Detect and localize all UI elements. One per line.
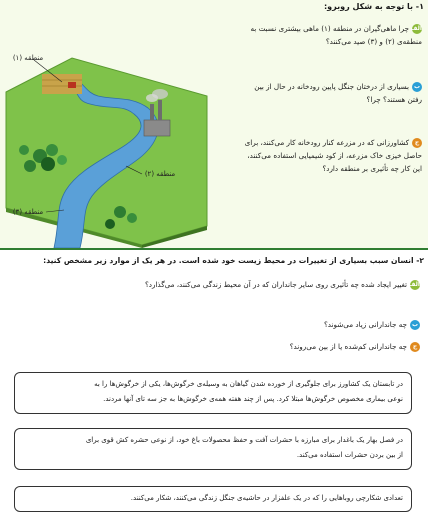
question-badge: الف [410, 25, 422, 32]
question-badge: ب [411, 321, 419, 328]
question-1-alef [222, 22, 422, 48]
section-1 [0, 0, 428, 250]
scenario-line: از بین بردن حشرات استفاده می‌کند. [296, 451, 403, 459]
question-text: چه جاندارانی زیاد می‌شوند؟ [323, 320, 407, 329]
question-line: این کار چه تأثیری بر منطقه دارد؟ [322, 164, 422, 173]
tractor-icon [68, 82, 76, 88]
question-text: تغییر ایجاد شده چه تأثیری روی سایر جانداران که در آن محیط زندگی می‌کنند، می‌گذارد؟ [144, 280, 407, 289]
question-line: کشاورزانی که در مزرعه کنار رودخانه کار می‌کنند، برای [244, 138, 409, 147]
question-line: رفتن هستند؟ چرا؟ [366, 95, 422, 104]
scenario-box [14, 372, 412, 414]
region-3-label: منطقه (۳) [12, 208, 44, 216]
question-badge: ج [410, 342, 420, 352]
question-line: حاصل خیزی خاک مزرعه، از کود شیمیایی استفاده می‌کنند، [247, 151, 422, 160]
question-line: منطقه‌ی (۲) و (۳) صید می‌کنند؟ [325, 37, 422, 46]
question-2-jim [290, 342, 420, 352]
question-1-jim [222, 136, 422, 175]
question-badge: ب [413, 83, 421, 90]
section-1-title: ۱- با توجه به شکل روبرو: [323, 2, 424, 11]
landscape-illustration [2, 40, 212, 248]
question-1-be [222, 80, 422, 106]
scenario-line: تعدادی شکارچی روباهایی را که در یک علفزار در حاشیه‌ی جنگل زندگی می‌کنند، شکار می‌کنند. [130, 494, 403, 502]
scenario-box [14, 428, 412, 470]
region-1-label: منطقه (۱) [12, 54, 44, 62]
section-2-title: ۲- انسان سبب بسیاری از تغییرات در محیط زیست خود شده است. در هر یک از موارد زیر مشخص کنید: [43, 256, 424, 265]
question-2-alef [145, 280, 420, 290]
question-badge: الف [408, 281, 420, 288]
question-line: بسیاری از درختان جنگل پایین رودخانه در حال از بین [254, 82, 409, 91]
question-text: چه جاندارانی کم‌شده یا از بین می‌روند؟ [289, 342, 407, 351]
scenario-line: در فصل بهار یک باغدار برای مبارزه با حشرات آفت و حفظ محصولات باغ خود، از نوعی حشره کش قوی برای [85, 436, 403, 444]
question-2-be [324, 320, 420, 330]
region-2-label: منطقه (۲) [144, 170, 176, 178]
question-line: چرا ماهی‌گیران در منطقه (۱) ماهی بیشتری نسبت به [250, 24, 409, 33]
scenario-line: در تابستان یک کشاورز برای جلوگیری از خورده شدن گیاهان به وسیله‌ی خرگوش‌ها، یکی از خرگوش‌ها را به [94, 380, 403, 388]
scenario-box [14, 486, 412, 512]
scenario-line: نوعی بیماری مخصوص خرگوش‌ها مبتلا کرد. پس از چند هفته همه‌ی خرگوش‌ها به جز سه تای آنها مردند. [103, 395, 403, 403]
question-badge: ج [412, 138, 422, 148]
